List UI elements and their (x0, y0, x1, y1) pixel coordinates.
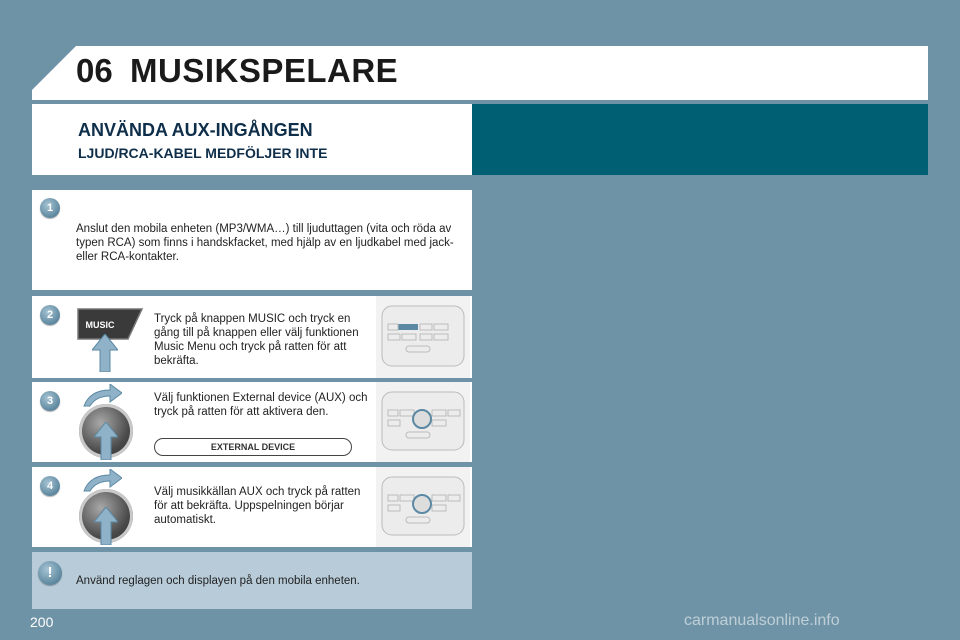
radio-panel-image-4 (376, 467, 470, 547)
radio-panel-image-2 (376, 296, 470, 378)
step-2-text: Tryck på knappen MUSIC och tryck en gång till på knappen eller välj funktionen Music Menu och tryck på ratten för att bekräfta. (154, 313, 359, 367)
section-title: ANVÄNDA AUX-INGÅNGEN (78, 120, 313, 140)
press-arrow-icon (92, 334, 118, 372)
watermark: carmanualsonline.info (684, 612, 840, 629)
radio-panel-image-3 (376, 382, 470, 462)
section-subtitle: LJUD/RCA-KABEL MEDFÖLJER INTE (78, 145, 328, 161)
chapter-title: MUSIKSPELARE (130, 52, 399, 89)
note-text: Använd reglagen och displayen på den mobila enheten. (76, 575, 360, 587)
step-1-badge: 1 (40, 198, 60, 218)
chapter-number: 06 (76, 52, 113, 89)
step-4-badge: 4 (40, 476, 60, 496)
warning-icon: ! (38, 561, 62, 585)
step-3-text: Välj funktionen External device (AUX) och tryck på ratten för att aktivera den. (154, 392, 368, 418)
step-4-text: Välj musikkällan AUX och tryck på ratten för att bekräfta. Uppspelningen börjar automatiskt. (154, 486, 361, 526)
external-device-screen-label: EXTERNAL DEVICE (154, 438, 352, 456)
press-arrow-icon (94, 507, 118, 545)
step-1-text: Anslut den mobila enheten (MP3/WMA…) till ljuduttagen (vita och röda av typen RCA) som finns i handskfacket, med hjälp av en ljudkabel med jack- eller RCA-kontakter. (76, 223, 454, 263)
press-arrow-icon (94, 422, 118, 460)
step-2-badge: 2 (40, 305, 60, 325)
step-3-badge: 3 (40, 391, 60, 411)
page-number: 200 (30, 614, 54, 630)
music-button-label: MUSIC (85, 320, 115, 330)
